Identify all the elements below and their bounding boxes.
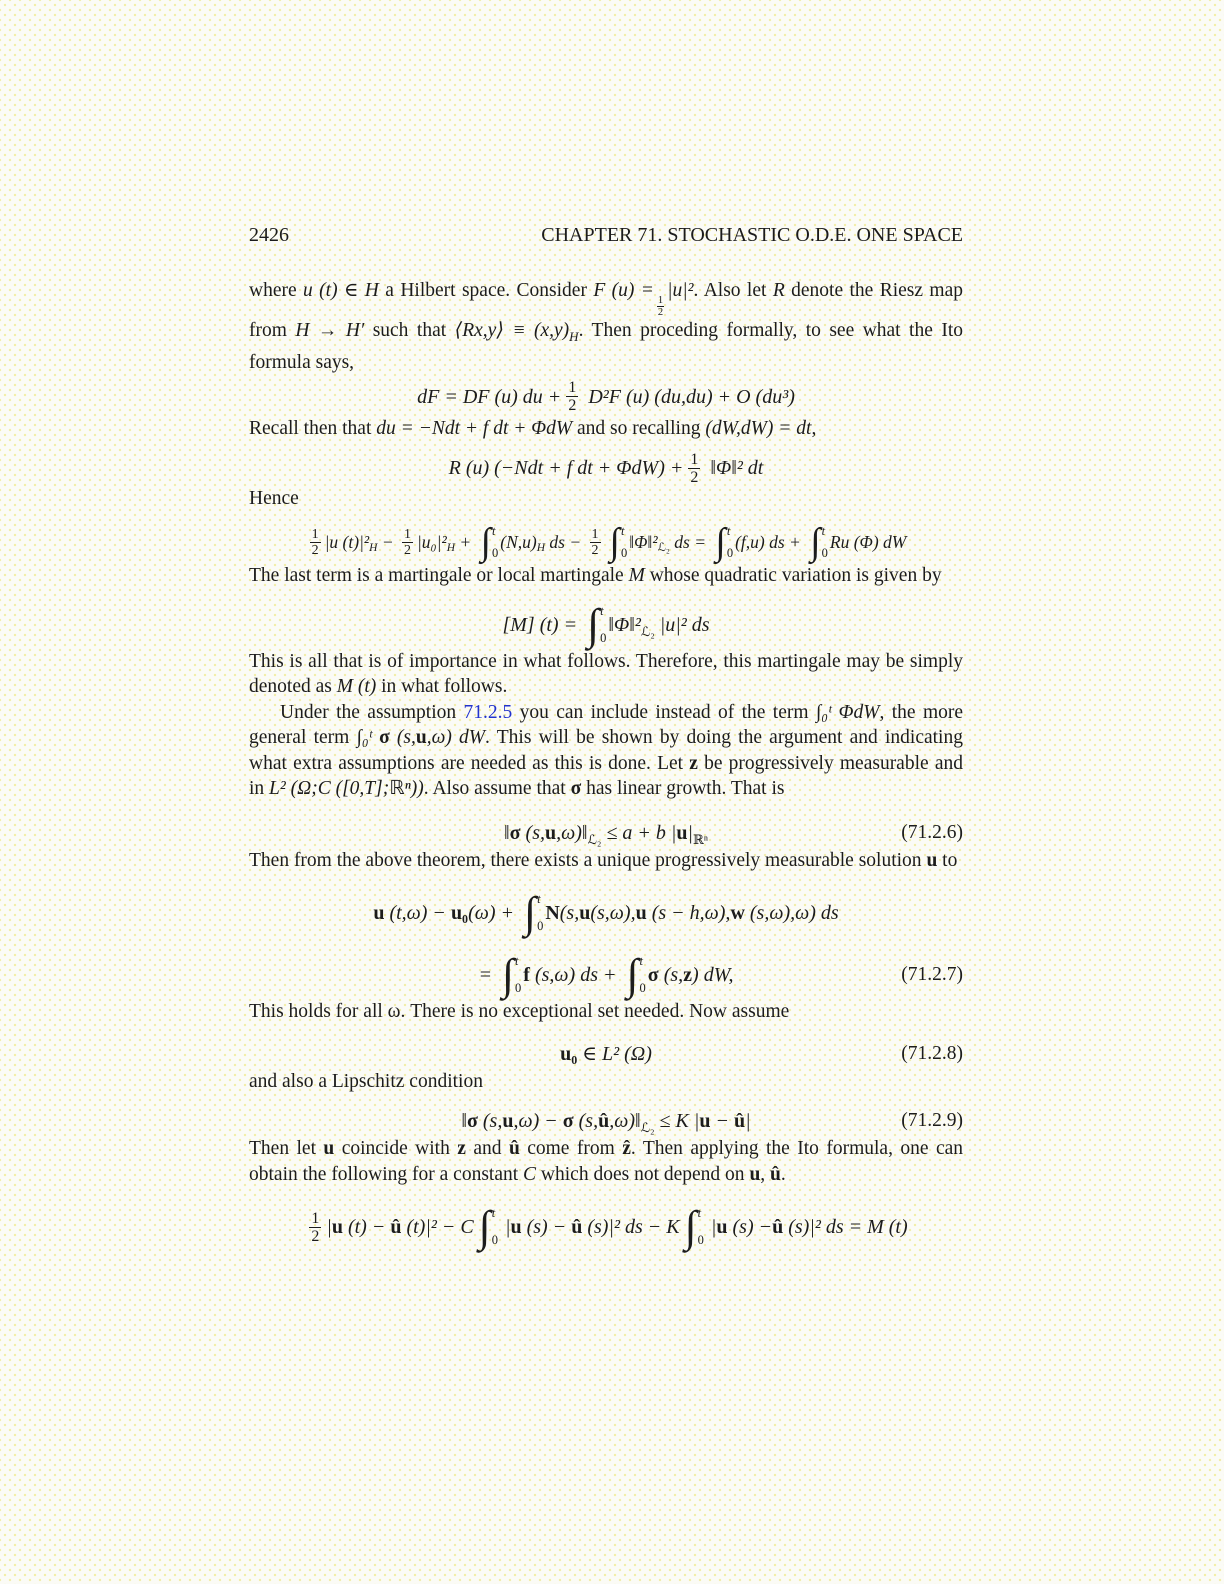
subscript: H [569, 329, 579, 344]
integral-upper-limit: t [726, 523, 731, 538]
subscript: ℒ₂ [657, 542, 670, 554]
math-run: (ω) + [468, 902, 519, 924]
text-run: . [780, 1163, 786, 1185]
math-run: (t) − [342, 1216, 391, 1238]
math-run: (f,u) ds + [735, 532, 806, 552]
text-run: and so recalling [572, 418, 706, 439]
math-run: (dW,dW) = dt [705, 418, 812, 439]
math-run: du = −Ndt + f dt + ΦdW [376, 418, 573, 439]
fraction-half [402, 527, 413, 558]
text-run: whose quadratic variation is given by [644, 565, 942, 586]
math-run: |u (t)|² [324, 532, 370, 552]
integral-sign [810, 521, 828, 563]
bold-vector: u [749, 1163, 761, 1185]
integral-sign [715, 521, 733, 563]
subscript: H [369, 542, 378, 554]
math-run: (N,u) [500, 532, 537, 552]
fraction-denominator: 2 [591, 542, 599, 558]
math-run: (s, [477, 1110, 503, 1132]
integral-upper-limit: t [491, 1206, 496, 1220]
text-run: . Then applying the Ito formula, one can obtain the following for a constant [249, 1138, 964, 1185]
integral-upper-limit: t [620, 523, 625, 538]
fraction-denominator: 2 [311, 1227, 320, 1245]
bold-vector: u [373, 902, 385, 924]
text-run: Recall then that [249, 418, 377, 439]
math-run: (s, [520, 821, 545, 844]
bold-vector: û [770, 1163, 781, 1185]
fraction-half [309, 1210, 321, 1245]
text-run: such that [364, 320, 455, 341]
math-run: ‖Φ‖² [629, 532, 658, 552]
equation-solution-line1 [249, 889, 963, 937]
integral-lower-limit: 0 [697, 1233, 704, 1247]
bold-vector: u [676, 821, 688, 844]
math-run: ∫₀ᵗ ΦdW [815, 701, 880, 723]
integral-glyph: ∫ [684, 1202, 697, 1251]
math-run: ‖ [504, 821, 510, 844]
math-run: C [523, 1163, 537, 1185]
text-run: in what follows. [376, 676, 508, 697]
math-run: − [377, 532, 398, 552]
equation-energy-identity [249, 521, 963, 563]
bold-vector: σ [467, 1110, 478, 1132]
math-run: ∫₀ᵗ [356, 727, 380, 748]
integral-lower-limit: 0 [491, 1233, 498, 1247]
integral-upper-limit: t [537, 892, 541, 906]
text-run: and [465, 1138, 509, 1159]
paragraph-under-assumption [249, 700, 963, 802]
bold-vector: u [331, 1216, 343, 1238]
bold-vector: û [772, 1216, 784, 1238]
integral-upper-limit: t [515, 954, 519, 968]
integral-lower-limit: 0 [537, 919, 544, 933]
bold-vector: z [457, 1138, 466, 1159]
math-run: (s)|² ds = M (t) [783, 1216, 908, 1238]
integral-glyph: ∫ [478, 1202, 491, 1251]
text-run: and also a Lipschitz condition [249, 1070, 483, 1092]
math-run: ) dW, [692, 964, 734, 986]
subscript: H [446, 542, 456, 554]
integral-lower-limit: 0 [600, 630, 607, 645]
bold-vector: σ [562, 1110, 574, 1132]
equation-ito-expansion [249, 379, 963, 414]
subscript: ℝⁿ [693, 831, 708, 847]
bold-vector: û [390, 1216, 402, 1238]
fraction-numerator: 1 [404, 526, 411, 542]
text-run: you can include instead of the term [512, 701, 816, 723]
integral-glyph: ∫ [587, 599, 600, 649]
fraction-numerator: 1 [690, 450, 699, 468]
bold-vector: u [502, 1110, 514, 1132]
math-run: ,ω) − [513, 1110, 563, 1132]
text-run: This is all that is of importance in what follows. Therefore, this martingale may be simply denoted as [249, 650, 963, 697]
text-run: to [937, 849, 958, 871]
text-run: . This will be shown by doing the argument and indicating what extra assumptions are needed as this is done. Let [249, 727, 963, 774]
math-run: (s,ω) ds + [529, 964, 622, 986]
chapter-title: CHAPTER 71. STOCHASTIC O.D.E. ONE SPACE [541, 224, 963, 246]
math-run: Ru (Φ) dW [829, 532, 907, 552]
integral-sign [524, 889, 543, 937]
text-run: has linear growth. That is [581, 778, 785, 799]
integral-sign [685, 1203, 704, 1251]
paragraph-importance [249, 649, 963, 700]
math-run: | [499, 1216, 511, 1238]
bold-vector: σ [379, 727, 390, 748]
paragraph-intro [249, 278, 963, 375]
integral-lower-limit: 0 [492, 545, 499, 560]
equation-r-differential [249, 451, 963, 486]
math-run: ‖Φ‖² dt [705, 457, 764, 479]
math-run: ∈ L² (Ω) [577, 1042, 652, 1065]
math-run: |u|² ds [654, 613, 710, 636]
math-run: (s, [389, 727, 416, 748]
fraction-half [566, 379, 578, 414]
bold-vector: N [545, 902, 560, 924]
equation-71-2-7 [249, 951, 963, 999]
fraction-denominator: 2 [657, 307, 664, 318]
text-run: which does not depend on [536, 1163, 750, 1185]
text-run: The last term is a martingale or local martingale [249, 565, 629, 586]
math-run: ds = [669, 532, 711, 552]
text-run: Hence [249, 487, 299, 509]
integral-glyph: ∫ [480, 521, 491, 563]
integral-lower-limit: 0 [515, 981, 522, 995]
bold-vector: σ [570, 778, 582, 799]
fraction-numerator: 1 [657, 295, 664, 306]
text-run: , the more general term [249, 701, 964, 748]
math-run: ≤ a + b | [601, 821, 677, 844]
math-run: L² (Ω;C ([0,T];ℝⁿ)) [269, 778, 424, 799]
integral-glyph: ∫ [810, 521, 821, 563]
text-run: a Hilbert space. Consider [378, 280, 594, 301]
integral-lower-limit: 0 [821, 545, 828, 560]
integral-upper-limit: t [492, 523, 496, 538]
integral-sign [479, 1203, 498, 1251]
integral-sign [481, 521, 499, 563]
integral-upper-limit: t [821, 523, 826, 538]
bold-vector: w [730, 902, 745, 924]
math-run: (t,ω) − [384, 902, 451, 924]
text-run: , [811, 418, 817, 439]
equation-number: (71.2.8) [901, 1042, 963, 1064]
bold-vector: u [510, 1216, 522, 1238]
integral-glyph: ∫ [501, 950, 515, 999]
text-run: denote the Riesz map from [249, 280, 963, 341]
math-run: (s,ω), [590, 902, 636, 924]
text-run: coincide with [334, 1138, 458, 1159]
math-run: |u|² [667, 280, 694, 301]
bold-vector: û [598, 1110, 610, 1132]
paragraph-lastterm [249, 563, 963, 589]
math-run: dF = DF (u) du + [417, 385, 562, 408]
integral-sign [502, 951, 521, 999]
math-run: D²F (u) (du,du) + O (du³) [583, 385, 795, 408]
integral-lower-limit: 0 [726, 545, 734, 560]
text-run: Then from the above theorem, there exists a unique progressively measurable solution [249, 849, 927, 871]
subscript: ℒ₂ [640, 623, 655, 639]
math-run: |u₀|² [417, 532, 447, 552]
math-run: ,ω)‖ [556, 821, 588, 844]
math-run: − [710, 1110, 734, 1132]
page-number: 2426 [249, 224, 289, 246]
text-run: Then let [249, 1138, 324, 1159]
fraction-denominator: 2 [690, 468, 699, 486]
math-run: H → H′ [295, 320, 365, 341]
fraction-half [657, 295, 664, 318]
bold-vector: σ [509, 821, 521, 844]
math-run: (s) − [521, 1216, 572, 1238]
text-run: be progressively measurable and in [249, 752, 963, 799]
fraction-numerator: 1 [311, 1209, 320, 1227]
equation-number: (71.2.7) [901, 964, 963, 985]
integral-glyph: ∫ [626, 950, 639, 999]
text-run: Under the assumption [280, 701, 464, 723]
math-run: (s) − [727, 1216, 773, 1238]
equation-71-2-9 [249, 1106, 963, 1136]
text-run: come from [519, 1138, 623, 1159]
integral-glyph: ∫ [609, 521, 620, 563]
page-content [249, 222, 963, 1251]
bold-vector: u [323, 1138, 335, 1159]
math-run: | [705, 1216, 717, 1238]
integral-upper-limit: t [639, 954, 644, 968]
fraction-half [688, 451, 700, 486]
integral-glyph: ∫ [524, 888, 537, 937]
bold-vector: u [635, 902, 647, 924]
bold-vector: u [579, 902, 591, 924]
fraction-half [310, 527, 321, 558]
math-run: R (u) (−Ndt + f dt + ΦdW) + [448, 457, 684, 479]
math-run: (s)|² ds − K [582, 1216, 680, 1238]
math-run: | [745, 1110, 751, 1132]
math-run: [M] (t) = [502, 613, 583, 636]
fraction-denominator: 2 [404, 542, 411, 558]
math-run: (s,ω),ω) ds [744, 902, 839, 924]
math-run: | [326, 1216, 332, 1238]
paragraph-then-theorem [249, 848, 963, 874]
text-run: , [760, 1163, 771, 1185]
math-run: | [687, 821, 694, 844]
paragraph-recall [249, 416, 963, 442]
math-run: R [772, 280, 785, 301]
math-run: (s, [559, 902, 580, 924]
paragraph-then-let [249, 1136, 963, 1187]
text-run: . Also let [693, 280, 773, 301]
bold-vector: z [689, 752, 698, 774]
integral-lower-limit: 0 [620, 545, 628, 560]
subscript: ℒ₂ [640, 1120, 655, 1135]
math-run: (s − h,ω), [646, 902, 731, 924]
ref-link-71-2-5[interactable]: 71.2.5 [463, 701, 513, 723]
bold-vector: u [699, 1110, 711, 1132]
bold-vector: u₀ [560, 1042, 578, 1065]
paragraph-lipschitz [249, 1069, 963, 1095]
math-run: F (u) = [593, 280, 654, 301]
text-run: . Then proceding formally, to see what the Ito formula says, [249, 320, 964, 373]
math-run: ds − [545, 532, 586, 552]
fraction-denominator: 2 [311, 542, 319, 558]
fraction-numerator: 1 [311, 526, 319, 542]
subscript: H [536, 542, 546, 554]
math-run: (t)|² − C [401, 1216, 474, 1238]
math-run: ⟨Rx,y⟩ ≡ (x,y) [454, 320, 570, 341]
text-run: . Also assume that [423, 778, 571, 799]
fraction-denominator: 2 [568, 397, 577, 414]
integral-sign [587, 601, 606, 649]
equation-71-2-6 [249, 818, 963, 848]
math-run: (s, [573, 1110, 599, 1132]
bold-vector: û [508, 1138, 520, 1159]
bold-vector: û [733, 1110, 746, 1132]
math-run: (s, [658, 964, 684, 986]
paragraph-hence [249, 486, 963, 512]
equation-final-ito [249, 1203, 963, 1251]
math-run: ,ω) dW [426, 727, 486, 748]
text-run: where [249, 280, 304, 301]
fraction-numerator: 1 [568, 379, 577, 396]
integral-sign [626, 951, 645, 999]
bold-vector: z [683, 964, 693, 986]
bold-vector: u₀ [450, 902, 469, 924]
equation-quadratic-variation [249, 601, 963, 649]
bold-vector: u [545, 821, 557, 844]
math-run: ‖ [461, 1110, 467, 1132]
paragraph-holds [249, 999, 963, 1025]
bold-vector: σ [647, 964, 659, 986]
text-run: This holds for all ω. There is no exceptional set needed. Now assume [249, 1001, 790, 1022]
integral-upper-limit: t [600, 603, 604, 618]
integral-lower-limit: 0 [639, 981, 646, 995]
integral-glyph: ∫ [715, 521, 726, 563]
math-run: = [478, 964, 497, 986]
math-run: u (t) ∈ H [303, 280, 379, 301]
fraction-numerator: 1 [591, 526, 599, 542]
math-run: ≤ K | [654, 1110, 700, 1132]
equation-71-2-8 [249, 1039, 963, 1069]
bold-vector: u [716, 1216, 728, 1238]
fraction-half [590, 527, 601, 558]
equation-number: (71.2.9) [901, 1110, 963, 1131]
bold-vector: û [571, 1216, 583, 1238]
bold-vector: u [415, 727, 427, 748]
bold-vector: u [926, 849, 938, 871]
integral-sign [610, 521, 628, 563]
math-run: ‖Φ‖² [608, 613, 641, 636]
math-run: M [628, 565, 645, 586]
integral-upper-limit: t [697, 1206, 702, 1220]
bold-vector: f [523, 964, 530, 986]
math-run: ,ω)‖ [609, 1110, 641, 1132]
equation-number: (71.2.6) [901, 821, 963, 843]
bold-vector: ẑ [622, 1138, 631, 1159]
subscript: ℒ₂ [587, 831, 602, 847]
math-run: + [455, 532, 476, 552]
math-run: M (t) [336, 676, 377, 697]
page-header [249, 222, 963, 248]
